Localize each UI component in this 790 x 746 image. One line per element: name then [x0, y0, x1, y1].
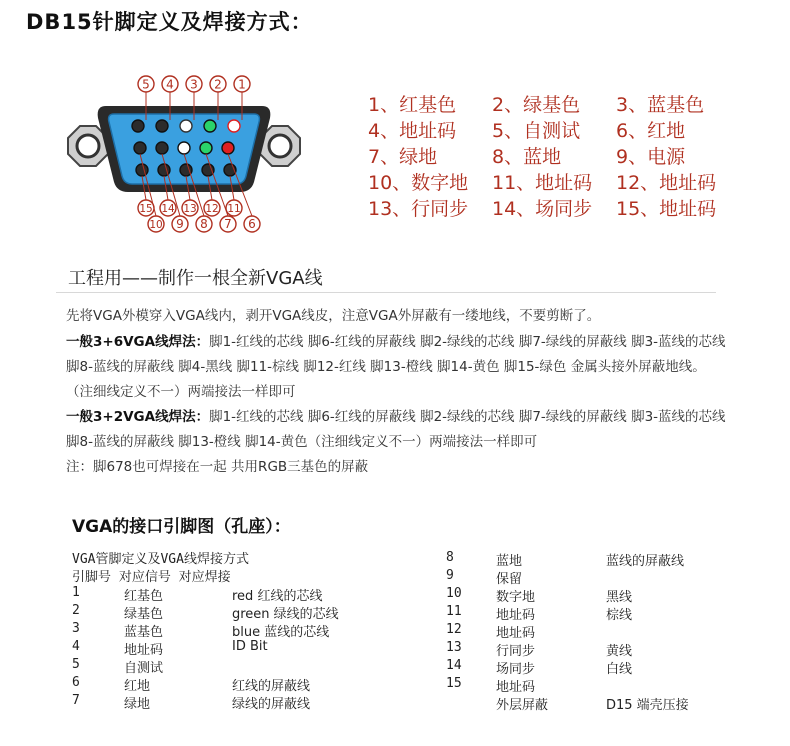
- table-cell: 14: [446, 658, 462, 673]
- pin-hole-10: [134, 142, 146, 154]
- table-cell: 3: [72, 621, 80, 636]
- pin-hole-5: [132, 120, 144, 132]
- svg-text:2: 2: [214, 77, 222, 92]
- svg-text:6: 6: [248, 217, 256, 231]
- svg-text:13: 13: [183, 203, 197, 215]
- svg-text:9: 9: [176, 217, 184, 231]
- pin-legend-item: 9、电源: [616, 146, 686, 168]
- pin-legend-item: 15、地址码: [616, 198, 717, 220]
- paragraph-intro: 先将VGA外模穿入VGA线内，剥开VGA线皮，注意VGA外屏蔽有一缕地线，不要剪断了。: [66, 308, 601, 324]
- pin-hole-1: [228, 120, 240, 132]
- svg-text:11: 11: [227, 203, 241, 215]
- table-cell: 地址码: [496, 626, 536, 641]
- table-cell: 8: [446, 550, 454, 565]
- db15-connector-diagram: [58, 68, 310, 238]
- table-cell: blue 蓝线的芯线: [232, 625, 330, 640]
- pin-legend-item: 14、场同步: [492, 198, 593, 220]
- pin-legend-item: 7、绿地: [368, 146, 438, 168]
- svg-text:8: 8: [200, 217, 208, 231]
- section-heading-project: 工程用——制作一根全新VGA线: [68, 268, 323, 289]
- svg-text:7: 7: [224, 217, 232, 231]
- table-cell: 1: [72, 585, 80, 600]
- table-cell: 棕线: [606, 608, 633, 623]
- pin-legend-item: 5、自测试: [492, 120, 581, 142]
- table-cell: 4: [72, 639, 80, 654]
- pin-legend-item: 4、地址码: [368, 120, 457, 142]
- pin-legend-item: 12、地址码: [616, 172, 717, 194]
- pin-table-right: [446, 550, 746, 720]
- pin-hole-7: [200, 142, 212, 154]
- table-cell: red 红线的芯线: [232, 589, 323, 604]
- table-cell: 绿线的屏蔽线: [232, 697, 311, 712]
- table-cell: 11: [446, 604, 462, 619]
- table-subtitle: VGA管脚定义及VGA线焊接方式: [72, 552, 249, 567]
- table-cell: 7: [72, 693, 80, 708]
- pin-legend-item: 10、数字地: [368, 172, 469, 194]
- paragraph-method-3plus2: [66, 405, 726, 425]
- table-cell: ID Bit: [232, 639, 268, 654]
- divider: [56, 292, 716, 293]
- pin-legend-item: 6、红地: [616, 120, 686, 142]
- table-cell: 9: [446, 568, 454, 583]
- table-cell: 行同步: [496, 644, 536, 659]
- table-cell: 13: [446, 640, 462, 655]
- pin-legend: [368, 90, 748, 230]
- pin-legend-item: 11、地址码: [492, 172, 593, 194]
- table-cell: 保留: [496, 572, 523, 587]
- table-header: 引脚号 对应信号 对应焊接: [72, 570, 231, 585]
- svg-text:14: 14: [161, 203, 175, 215]
- table-cell: 蓝线的屏蔽线: [606, 554, 685, 569]
- table-cell: 15: [446, 676, 462, 691]
- table-cell: 6: [72, 675, 80, 690]
- svg-text:15: 15: [139, 203, 153, 215]
- pin-hole-2: [204, 120, 216, 132]
- table-cell: 蓝地: [496, 554, 523, 569]
- table-cell: 5: [72, 657, 80, 672]
- paragraph-note-2: 注：脚678也可焊接在一起 共用RGB三基色的屏蔽: [66, 459, 369, 475]
- table-cell: 红地: [124, 679, 151, 694]
- svg-text:5: 5: [142, 77, 150, 92]
- method-3plus6-text: 脚1-红线的芯线 脚6-红线的屏蔽线 脚2-绿线的芯线 脚7-绿线的屏蔽线 脚3-蓝线的芯线: [209, 334, 726, 350]
- section-heading-interface: VGA的接口引脚图（孔座）：: [72, 517, 291, 537]
- pin-legend-item: 3、蓝基色: [616, 94, 705, 116]
- table-cell: 绿地: [124, 697, 151, 712]
- table-cell: 蓝基色: [124, 625, 164, 640]
- pin-legend-item: 2、绿基色: [492, 94, 581, 116]
- pin-hole-4: [156, 120, 168, 132]
- table-cell: 绿基色: [124, 607, 164, 622]
- table-cell: 红线的屏蔽线: [232, 679, 311, 694]
- pin-legend-item: 13、行同步: [368, 198, 469, 220]
- svg-text:4: 4: [166, 77, 174, 92]
- table-cell: 场同步: [496, 662, 536, 677]
- table-cell: 10: [446, 586, 462, 601]
- table-cell: 黄线: [606, 644, 633, 659]
- method-3plus2-label: 一般3+2VGA线焊法：: [66, 409, 210, 425]
- pin-hole-8: [178, 142, 190, 154]
- pin-table-left: [72, 585, 372, 715]
- table-cell: 黑线: [606, 590, 633, 605]
- svg-text:12: 12: [205, 203, 219, 215]
- pin-hole-6: [222, 142, 234, 154]
- table-cell: 数字地: [496, 590, 536, 605]
- table-cell: D15 端壳压接: [606, 698, 689, 713]
- pin-hole-15: [136, 164, 148, 176]
- table-cell: 地址码: [496, 608, 536, 623]
- svg-text:10: 10: [149, 219, 163, 231]
- pin-legend-item: 1、红基色: [368, 94, 457, 116]
- svg-text:1: 1: [238, 77, 246, 92]
- paragraph-method-3plus6-cont: 脚8-蓝线的屏蔽线 脚4-黑线 脚11-棕线 脚12-红线 脚13-橙线 脚14-黄色 脚15-绿色 金属头接外屏蔽地线。: [66, 359, 706, 375]
- table-cell: 自测试: [124, 661, 164, 676]
- table-cell: 12: [446, 622, 462, 637]
- pin-legend-item: 8、蓝地: [492, 146, 562, 168]
- pin-hole-9: [156, 142, 168, 154]
- table-cell: 地址码: [496, 680, 536, 695]
- table-cell: 2: [72, 603, 80, 618]
- pin-hole-3: [180, 120, 192, 132]
- table-cell: 地址码: [124, 643, 164, 658]
- table-cell: 红基色: [124, 589, 164, 604]
- table-cell: 外层屏蔽: [496, 698, 549, 713]
- paragraph-method-3plus2-cont: 脚8-蓝线的屏蔽线 脚13-橙线 脚14-黄色（注细线定义不一）两端接法一样即可: [66, 434, 538, 450]
- method-3plus6-label: 一般3+6VGA线焊法：: [66, 334, 210, 350]
- page-title: DB15针脚定义及焊接方式：: [26, 10, 313, 34]
- table-cell: 白线: [606, 662, 633, 677]
- method-3plus2-text: 脚1-红线的芯线 脚6-红线的屏蔽线 脚2-绿线的芯线 脚7-绿线的屏蔽线 脚3-蓝线的芯线: [209, 409, 726, 425]
- table-cell: green 绿线的芯线: [232, 607, 339, 622]
- paragraph-method-3plus6: [66, 330, 726, 350]
- paragraph-note-1: （注细线定义不一）两端接法一样即可: [66, 384, 296, 400]
- svg-text:3: 3: [190, 77, 198, 92]
